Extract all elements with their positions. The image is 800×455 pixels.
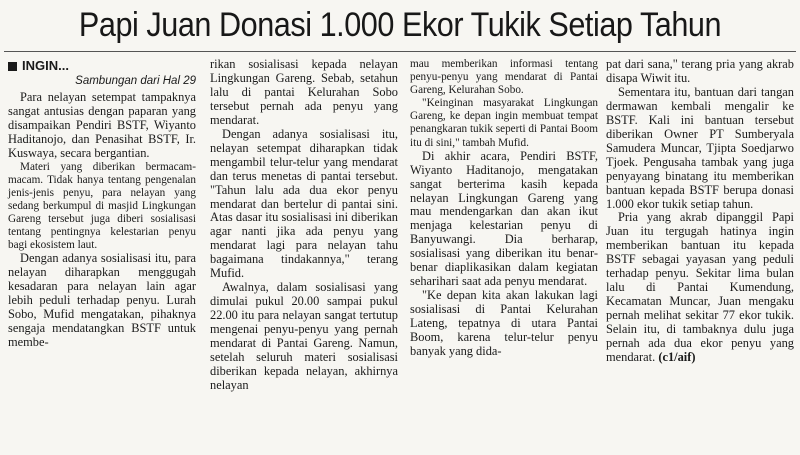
paragraph: pat dari sana," terang pria yang akrab disapa Wiwit itu.	[606, 57, 794, 85]
column-1	[8, 58, 196, 452]
paragraph: Materi yang diberikan bermacam-macam. Tidak hanya tentang pengenalan jenis-jenis penyu, para nelayan yang sedang berkumpul di masjid Lingkungan Gareng tersebut juga diberi sosialisasi tentang pentingnya kelestarian penyu bagi ekosistem laut.	[8, 160, 196, 252]
paragraph: "Keinginan masyarakat Lingkungan Gareng, ke depan ingin membuat tempat penangkaran tukik seperti di Pantai Boom itu di sini," tambah Mufid.	[410, 97, 598, 149]
kicker-label: INGIN...	[22, 58, 69, 73]
continuation-note: Sambungan dari Hal 29	[75, 75, 196, 87]
paragraph: Di akhir acara, Pendiri BSTF, Wiyanto Haditanojo, mengatakan sangat berterima kasih kepada nelayan Lingkungan Gareng yang mau mendengarkan dan akan ikut menjaga kelestarian penyu di Banyuwangi. Dia berharap, sosialisasi yang diberikan itu benar-benar diaplikasikan dalam kegiatan seharihari saat ada penyu mendarat.	[410, 148, 598, 289]
paragraph	[606, 211, 794, 364]
column-2	[210, 58, 398, 452]
paragraph: Awalnya, dalam sosialisasi yang dimulai pukul 20.00 sampai pukul 22.00 itu para nelayan sangat tertutup mengenai penyu-penyu yang pernah mendarat di Pantai Gareng. Namun, setelah seluruh materi sosialisasi diberikan kepada nelayan, akhirnya nelayan	[210, 280, 398, 392]
paragraph-text: Pria yang akrab dipanggil Papi Juan itu tergugah hatinya ingin memberikan bantuan itu kepada BSTF sebagai yayasan yang peduli terhadap penyu. Sekitar lima bulan lalu di Pantai Kumendung, Kecamatan Muncar, Juan mengaku pernah melihat sekitar 77 ekor tukik. Selain itu, di tambaknya dulu juga pernah ada dua ekor penyu yang mendarat.	[606, 210, 794, 365]
paragraph: Para nelayan setempat tampaknya sangat antusias dengan paparan yang disampaikan Pendiri BSTF, Wiyanto Haditanojo, dan Penasihat BSTF, Ir. Kuswaya, secara bergantian.	[8, 90, 196, 160]
headline-rule	[4, 51, 796, 52]
paragraph: rikan sosialisasi kepada nelayan Lingkungan Gareng. Sebab, setahun lalu di pantai Kelurahan Sobo tersebut pernah ada penyu yang mendarat.	[210, 57, 398, 127]
column-4	[606, 58, 794, 452]
author-signature: (c1/aif)	[658, 350, 696, 365]
paragraph: Dengan adanya sosialisasi itu, nelayan setempat diharapkan tidak mengambil telur-telur yang mendarat dan terus menetas di pantai tersebut. "Tahun lalu ada dua ekor penyu mendarat dan bertelur di pantai sini. Atas dasar itu sosialisasi ini diberikan agar nanti jika ada penyu yang mendarat lagi para nelayan tahu bagaimana tindakannya," terang Mufid.	[210, 126, 398, 281]
paragraph: mau memberikan informasi tentang penyu-penyu yang mendarat di Pantai Gareng, Kelurahan Sobo.	[410, 58, 598, 97]
square-bullet-icon	[8, 62, 17, 71]
paragraph: Sementara itu, bantuan dari tangan dermawan kembali mengalir ke BSTF. Kali ini bantuan tersebut diberikan Owner PT Sumberyala Samudera Muncar, Tjipta Soedjarwo Tjoek. Pengusaha tambak yang juga penyayang binatang itu memberikan bantuan kepada BSTF berupa donasi 1.000 ekor tukik setiap tahun.	[606, 84, 794, 211]
headline: Papi Juan Donasi 1.000 Ekor Tukik Setiap Tahun	[78, 6, 722, 44]
paragraph: Dengan adanya sosialisasi itu, para nelayan diharapkan menggugah kesadaran para nelayan lain agar lebih peduli terhadap penyu. Lurah Sobo, Mufid mengatakan, pihaknya sengaja mendatangkan BSTF untuk membe-	[8, 251, 196, 350]
kicker	[8, 58, 196, 74]
column-3	[410, 58, 598, 452]
paragraph: "Ke depan kita akan lakukan lagi sosialisasi di Pantai Kelurahan Lateng, tepatnya di utara Pantai Boom, karena telur-telur penyu banyak yang dida-	[410, 288, 598, 358]
